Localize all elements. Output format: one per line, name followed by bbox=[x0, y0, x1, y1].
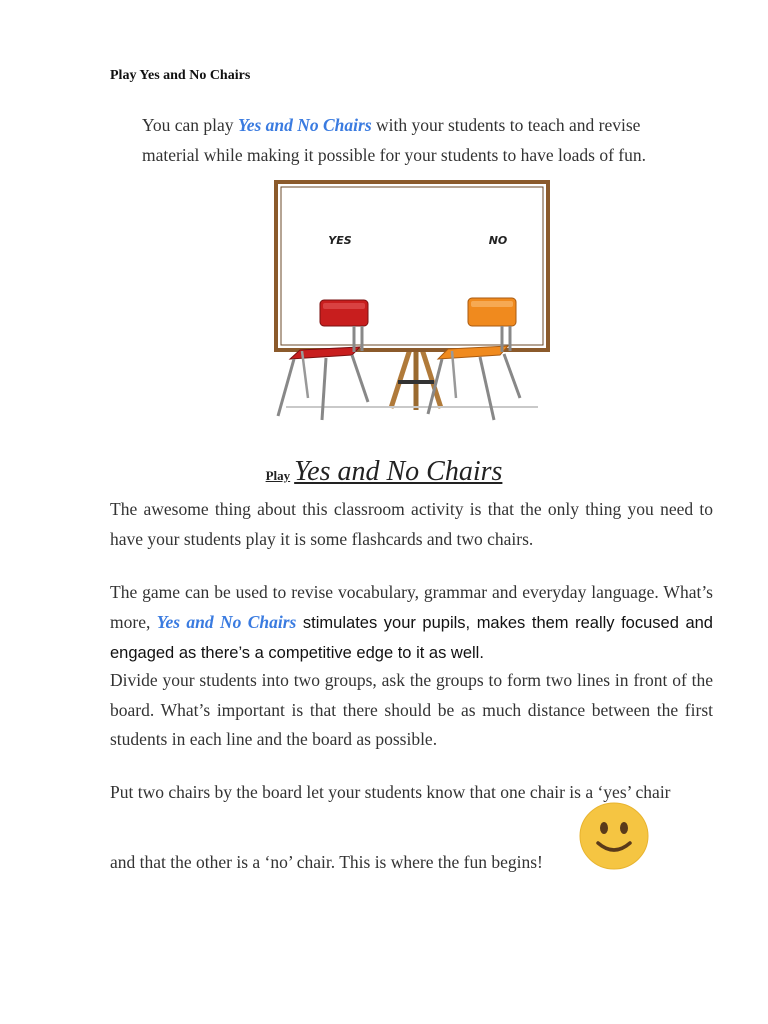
whiteboard-chairs-illustration bbox=[266, 176, 556, 428]
easel-leg-left bbox=[391, 346, 411, 408]
section-title bbox=[0, 456, 768, 488]
paragraph-groups: Divide your students into two groups, ask the groups to form two lines in front of the board. What’s important is that there should be as much distance between the first students in each line and the board as possible. bbox=[110, 670, 713, 749]
illustration-svg bbox=[266, 176, 556, 428]
paragraph-materials: The awesome thing about this classroom activity is that the only thing you need to have your students play it is some flashcards and two chairs. bbox=[110, 499, 713, 549]
smiley-face-icon bbox=[578, 801, 650, 871]
intro-text-after: with your students to teach and revise material while making it possible for your students to have loads of fun. bbox=[142, 115, 646, 165]
paragraph-benefits bbox=[110, 578, 713, 669]
intro-game-name: Yes and No Chairs bbox=[237, 115, 372, 135]
smiley-svg bbox=[578, 801, 650, 871]
intro-text-before: You can play bbox=[142, 115, 238, 135]
yes-label: YES bbox=[328, 234, 352, 247]
benefits-game-name: Yes and No Chairs bbox=[156, 611, 297, 632]
section-title-play: Play bbox=[265, 468, 291, 483]
no-label: NO bbox=[488, 234, 508, 247]
paragraph-chairs-line2: and that the other is a ‘no’ chair. This is where the fun begins! bbox=[110, 852, 543, 872]
easel-crossbar bbox=[398, 380, 434, 384]
benefits-text-after: stimulates your pupils, makes them really focused and engaged as there’s a competitive edge to it as well. bbox=[110, 613, 713, 662]
page-heading: Play Yes and No Chairs bbox=[110, 68, 251, 83]
benefits-text-before: The game can be used to revise vocabulary, grammar and everyday language. What’s more, bbox=[110, 582, 713, 632]
paragraph-chairs-line1: Put two chairs by the board let your students know that one chair is a ‘yes’ chair bbox=[110, 782, 671, 802]
intro-paragraph bbox=[142, 110, 702, 170]
section-title-game-name: Yes and No Chairs bbox=[294, 456, 503, 487]
